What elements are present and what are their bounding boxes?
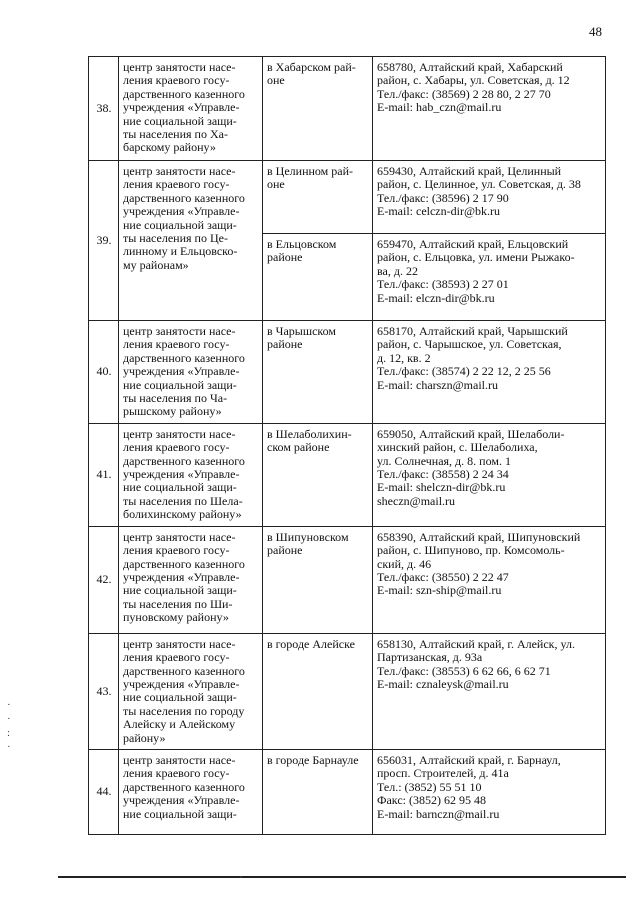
address-contacts: 659430, Алтайский край, Целинный район, с. Целинное, ул. Советская, д. 38 Тел./факс: (38596) 2 17 90 E-mail: celczn-dir@bk.ru bbox=[373, 161, 606, 234]
organization-name: центр занятости насе- ления краевого госу- дарственного казенного учреждения «Управле- ние социальной защи- ты населения по Ча- рышскому району» bbox=[119, 321, 263, 424]
address-contacts: 658170, Алтайский край, Чарышский район, с. Чарышское, ул. Советская, д. 12, кв. 2 Тел./факс: (38574) 2 22 12, 2 25 56 E-mail: charszn@mail.ru bbox=[373, 321, 606, 424]
district-name: в Целинном рай- оне bbox=[263, 161, 373, 234]
district-name: в городе Алейске bbox=[263, 633, 373, 749]
organization-name: центр занятости насе- ления краевого госу- дарственного казенного учреждения «Управле- ние социальной защи- bbox=[119, 749, 263, 834]
row-number: 41. bbox=[89, 423, 119, 526]
table-row bbox=[89, 526, 606, 633]
district-name: в Чарышском районе bbox=[263, 321, 373, 424]
address-contacts: 658780, Алтайский край, Хабарский район, с. Хабары, ул. Советская, д. 12 Тел./факс: (38569) 2 28 80, 2 27 70 E-mail: hab_czn@mail.ru bbox=[373, 57, 606, 161]
row-number: 38. bbox=[89, 57, 119, 161]
page-number: 48 bbox=[589, 24, 602, 39]
address-contacts: 658130, Алтайский край, г. Алейск, ул. Партизанская, д. 93а Тел./факс: (38553) 6 62 66, 6 62 71 E-mail: cznaleysk@mail.ru bbox=[373, 633, 606, 749]
row-number: 43. bbox=[89, 633, 119, 749]
employment-centers-table bbox=[88, 56, 606, 835]
table-row bbox=[89, 633, 606, 749]
district-name: в городе Барнауле bbox=[263, 749, 373, 834]
table-row bbox=[89, 749, 606, 834]
table-row bbox=[89, 321, 606, 424]
bottom-rule bbox=[58, 876, 626, 878]
address-contacts: 656031, Алтайский край, г. Барнаул, просп. Строителей, д. 41а Тел.: (3852) 55 51 10 Факс: (3852) 62 95 48 E-mail: barnczn@mail.ru bbox=[373, 749, 606, 834]
row-number: 40. bbox=[89, 321, 119, 424]
organization-name: центр занятости насе- ления краевого госу- дарственного казенного учреждения «Управле- ние социальной защи- ты населения по Шела- болихинскому району» bbox=[119, 423, 263, 526]
organization-name: центр занятости насе- ления краевого госу- дарственного казенного учреждения «Управле- ние социальной защи- ты населения по Це- линному и Ельцовско- му районам» bbox=[119, 161, 263, 321]
row-number: 42. bbox=[89, 526, 119, 633]
organization-name: центр занятости насе- ления краевого госу- дарственного казенного учреждения «Управле- ние социальной защи- ты населения по Ха- барскому району» bbox=[119, 57, 263, 161]
row-number: 39. bbox=[89, 161, 119, 321]
district-name: в Хабарском рай- оне bbox=[263, 57, 373, 161]
binding-margin-marks: · · : · bbox=[7, 699, 11, 753]
organization-name: центр занятости насе- ления краевого госу- дарственного казенного учреждения «Управле- ние социальной защи- ты населения по городу Алейску и Алейскому району» bbox=[119, 633, 263, 749]
district-name: в Шипуновском районе bbox=[263, 526, 373, 633]
address-contacts: 659470, Алтайский край, Ельцовский район, с. Ельцовка, ул. имени Рыжако- ва, д. 22 Тел./факс: (38593) 2 27 01 E-mail: elczn-dir@bk.ru bbox=[373, 234, 606, 321]
row-number: 44. bbox=[89, 749, 119, 834]
table-row bbox=[89, 423, 606, 526]
district-name: в Ельцовском районе bbox=[263, 234, 373, 321]
address-contacts: 658390, Алтайский край, Шипуновский район, с. Шипуново, пр. Комсомоль- ский, д. 46 Тел./факс: (38550) 2 22 47 E-mail: szn-ship@mail.ru bbox=[373, 526, 606, 633]
address-contacts: 659050, Алтайский край, Шелаболи- хинский район, с. Шелаболиха, ул. Солнечная, д. 8. пом. 1 Тел./факс: (38558) 2 24 34 E-mail: shelczn-dir@bk.ru sheczn@mail.ru bbox=[373, 423, 606, 526]
organization-name: центр занятости насе- ления краевого госу- дарственного казенного учреждения «Управле- ние социальной защи- ты населения по Ши- пуновскому району» bbox=[119, 526, 263, 633]
district-name: в Шелаболихин- ском районе bbox=[263, 423, 373, 526]
table-row bbox=[89, 57, 606, 161]
table-row bbox=[89, 161, 606, 234]
scan-dot bbox=[240, 876, 242, 878]
